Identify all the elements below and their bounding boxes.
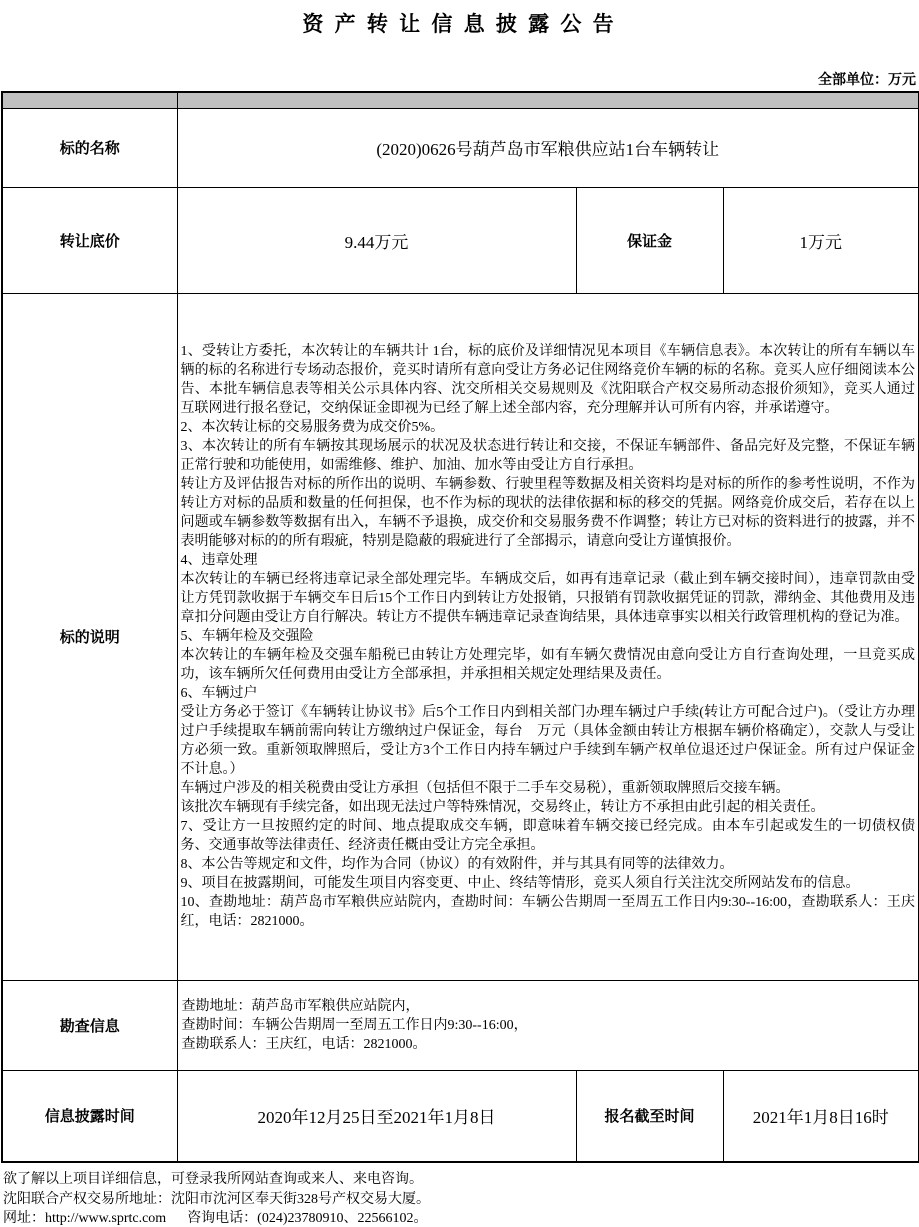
page-title: 资 产 转 让 信 息 披 露 公 告: [302, 12, 617, 36]
name-value: (2020)0626号葫芦岛市军粮供应站1台车辆转让: [177, 108, 919, 187]
description-paragraph: 2、本次转让标的交易服务费为成交价5%。: [180, 420, 445, 435]
description-paragraph: 1、受转让方委托，本次转让的车辆共计 1台，标的底价及详细情况见本项目《车辆信息表》。本次转让的所有车辆以车辆的标的名称进行专场动态报价，竞买时请所有意向受让方务必记住网络竞价车辆的标的名称。竞买人应仔细阅读本公告、本批车辆信息表等相关公示具体内容、沈交所相关交易规则及《沈阳联合产权交易所动态报价须知》，竞买人通过互联网进行报名登记，交纳保证金即视为已经了解上述全部内容，充分理解并认可所有内容，并承诺遵守。: [180, 344, 915, 416]
deposit-label: 保证金: [576, 187, 723, 293]
base-price-label: 转让底价: [2, 187, 177, 293]
description-paragraph: 6、车辆过户: [180, 686, 258, 701]
signup-deadline-label: 报名截至时间: [576, 1070, 723, 1162]
footer-line-contact: 网址：http://www.sprtc.com 咨询电话：(024)23780910、22566102。: [3, 1211, 428, 1226]
table-header-left-cell: [2, 92, 177, 108]
footer: [1, 1170, 918, 1227]
signup-deadline-value: 2021年1月8日16时: [723, 1070, 919, 1162]
base-price-value: 9.44万元: [177, 187, 576, 293]
survey-line-contact: 查勘联系人：王庆红，电话：2821000。: [181, 1036, 427, 1052]
announcement-table: [1, 91, 919, 1163]
description-paragraph: 3、本次转让的所有车辆按其现场展示的状况及状态进行转让和交接，不保证车辆部件、备品完好及完整，不保证车辆正常行驶和功能使用，如需维修、维护、加油、加水等由受让方自行承担。: [180, 439, 915, 473]
description-paragraph: 4、违章处理: [180, 553, 258, 568]
survey-row: [2, 980, 919, 1070]
survey-line-address: 查勘地址：葫芦岛市军粮供应站院内，: [181, 998, 420, 1014]
name-row: [2, 108, 919, 187]
description-paragraph: 7、受让方一旦按照约定的时间、地点提取成交车辆，即意味着车辆交接已经完成。由本车引起或发生的一切债权债务、交通事故等法律责任、经济责任概由受让方完全承担。: [180, 819, 915, 853]
description-paragraph: 本次转让的车辆已经将违章记录全部处理完毕。车辆成交后，如再有违章记录（截止到车辆交接时间），违章罚款由受让方凭罚款收据于车辆交车日后15个工作日内到转让方处报销，只报销有罚款收据凭证的罚款，滞纳金、其他费用及违章扣分问题由受让方自行解决。转让方不提供车辆违章记录查询结果，具体违章事实以相关行政管理机构的登记为准。: [180, 572, 915, 625]
description-paragraph: 受让方务必于签订《车辆转让协议书》后5个工作日内到相关部门办理车辆过户手续(转让方可配合过户)。（受让方办理过户手续提取车辆前需向转让方缴纳过户保证金，每台 万元（具体金额由转让方根据车辆价格确定），交款人与受让方必须一致。重新领取牌照后，受让方3个工作日内持车辆过户手续到车辆产权单位退还过户保证金。所有过户保证金不计息。）: [180, 705, 915, 777]
price-row: [2, 187, 919, 293]
table-header-right-cell: [177, 92, 919, 108]
deposit-value: 1万元: [723, 187, 919, 293]
name-label: 标的名称: [2, 108, 177, 187]
survey-label: 勘查信息: [2, 980, 177, 1070]
disclosure-time-label: 信息披露时间: [2, 1070, 177, 1162]
footer-line-address: 沈阳联合产权交易所地址：沈阳市沈河区奉天街328号产权交易大厦。: [3, 1191, 430, 1207]
description-content: [177, 293, 919, 980]
description-paragraph: 转让方及评估报告对标的所作出的说明、车辆参数、行驶里程等数据及相关资料均是对标的所作的参考性说明，不作为转让方对标的品质和数量的任何担保，也不作为标的现状的法律依据和标的移交的凭据。网络竞价成交后，若存在以上问题或车辆参数等数据有出入，车辆不予退换，成交价和交易服务费不作调整；转让方已对标的资料进行的披露，并不表明能够对标的的所有瑕疵，特别是隐蔽的瑕疵进行了全部揭示，请意向受让方谨慎报价。: [180, 477, 915, 549]
description-label: 标的说明: [2, 293, 177, 980]
disclosure-row: [2, 1070, 919, 1162]
description-paragraph: 9、项目在披露期间，可能发生项目内容变更、中止、终结等情形，竞买人须自行关注沈交所网站发布的信息。: [180, 876, 860, 891]
units-note: 全部单位：万元: [818, 73, 916, 88]
survey-content: [177, 980, 919, 1070]
description-paragraph: 8、本公告等规定和文件，均作为合同（协议）的有效附件，并与其具有同等的法律效力。: [180, 857, 734, 872]
survey-line-time: 查勘时间：车辆公告期周一至周五工作日内9:30--16:00，: [181, 1017, 528, 1033]
description-row: [2, 293, 919, 980]
description-paragraph: 10、查勘地址：葫芦岛市军粮供应站院内，查勘时间：车辆公告期周一至周五工作日内9:30--16:00，查勘联系人：王庆红，电话：2821000。: [180, 895, 915, 929]
description-paragraph: 该批次车辆现有手续完备，如出现无法过户等特殊情况，交易终止，转让方不承担由此引起的相关责任。: [180, 800, 825, 815]
footer-line-info: 欲了解以上项目详细信息，可登录我所网站查询或来人、来电咨询。: [3, 1172, 423, 1187]
description-paragraph: 5、车辆年检及交强险: [180, 629, 314, 644]
table-header-row: [2, 92, 919, 108]
description-paragraph: 车辆过户涉及的相关税费由受让方承担（包括但不限于二手车交易税），重新领取牌照后交接车辆。: [180, 781, 790, 796]
disclosure-time-value: 2020年12月25日至2021年1月8日: [177, 1070, 576, 1162]
description-paragraph: 本次转让的车辆年检及交强车船税已由转让方处理完毕，如有车辆欠费情况由意向受让方自行查询处理，一旦竞买成功，该车辆所欠任何费用由受让方全部承担，并承担相关规定处理结果及责任。: [180, 648, 915, 682]
